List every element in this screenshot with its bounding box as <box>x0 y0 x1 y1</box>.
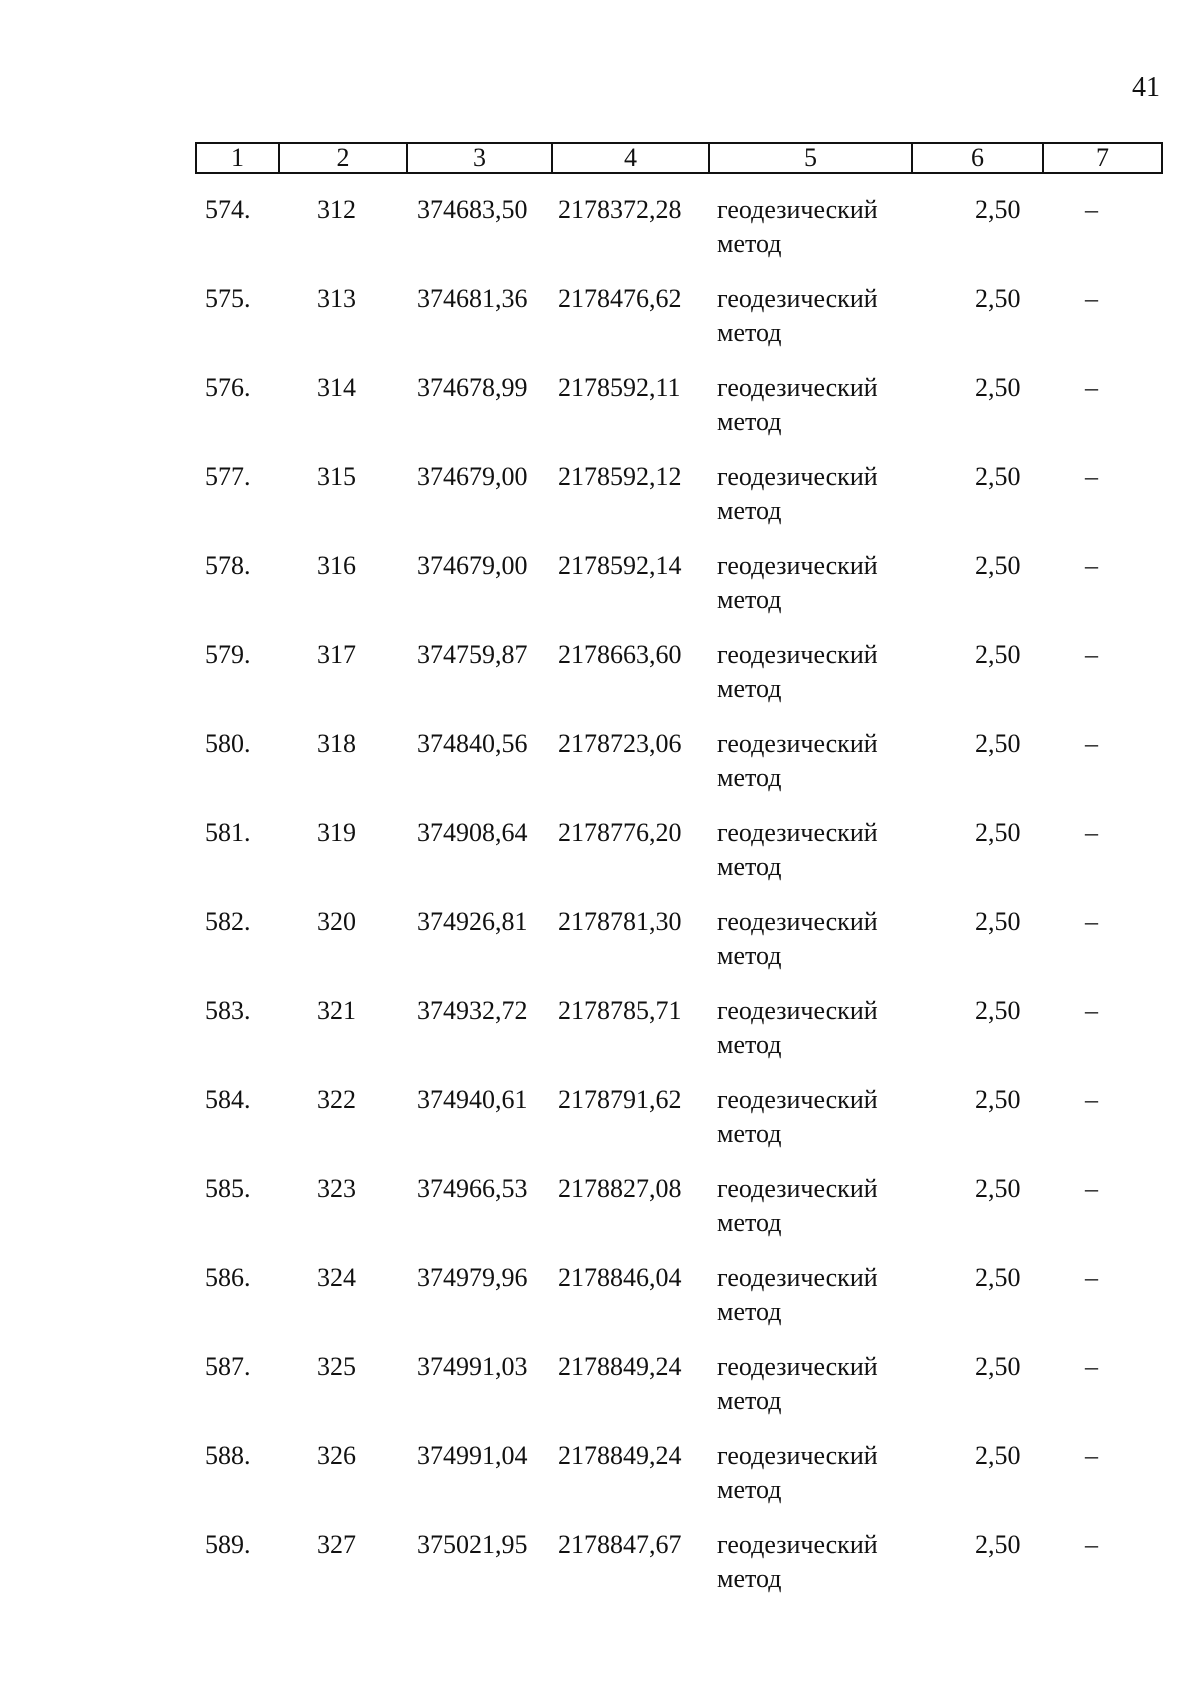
method-line: метод <box>717 407 782 436</box>
method-line: метод <box>717 1475 782 1504</box>
point-number: 312 <box>317 195 356 224</box>
coordinate-x: 374840,56 <box>417 729 528 758</box>
coordinate-x: 374679,00 <box>417 462 528 491</box>
note-value: – <box>1085 462 1098 491</box>
note-value: – <box>1085 729 1098 758</box>
table-row <box>195 994 1163 1083</box>
method-line: геодезический <box>717 729 878 758</box>
accuracy-value: 2,50 <box>975 729 1021 758</box>
coordinate-y: 2178723,06 <box>558 729 682 758</box>
method-line: геодезический <box>717 1085 878 1114</box>
method-line: геодезический <box>717 907 878 936</box>
row-number: 576. <box>205 373 251 402</box>
table-row <box>195 1172 1163 1261</box>
coordinate-y: 2178592,11 <box>558 373 681 402</box>
note-value: – <box>1085 907 1098 936</box>
header-cell-1: 1 <box>197 144 280 172</box>
method-line: геодезический <box>717 1174 878 1203</box>
coordinate-y: 2178849,24 <box>558 1352 682 1381</box>
accuracy-value: 2,50 <box>975 1263 1021 1292</box>
point-number: 318 <box>317 729 356 758</box>
method-description <box>717 638 878 706</box>
point-number: 313 <box>317 284 356 313</box>
point-number: 320 <box>317 907 356 936</box>
note-value: – <box>1085 373 1098 402</box>
coordinate-y: 2178592,14 <box>558 551 682 580</box>
method-description <box>717 1172 878 1240</box>
point-number: 322 <box>317 1085 356 1114</box>
coordinate-y: 2178791,62 <box>558 1085 682 1114</box>
accuracy-value: 2,50 <box>975 1174 1021 1203</box>
point-number: 325 <box>317 1352 356 1381</box>
method-description <box>717 1528 878 1596</box>
point-number: 319 <box>317 818 356 847</box>
table-row <box>195 905 1163 994</box>
method-description <box>717 727 878 795</box>
method-line: метод <box>717 318 782 347</box>
method-line: метод <box>717 1386 782 1415</box>
method-line: метод <box>717 1030 782 1059</box>
accuracy-value: 2,50 <box>975 195 1021 224</box>
table-row <box>195 1528 1163 1617</box>
table-row <box>195 549 1163 638</box>
accuracy-value: 2,50 <box>975 818 1021 847</box>
method-line: метод <box>717 496 782 525</box>
method-line: метод <box>717 585 782 614</box>
point-number: 316 <box>317 551 356 580</box>
point-number: 317 <box>317 640 356 669</box>
header-cell-4: 4 <box>553 144 710 172</box>
method-line: геодезический <box>717 1263 878 1292</box>
coordinate-y: 2178476,62 <box>558 284 682 313</box>
note-value: – <box>1085 818 1098 847</box>
method-line: геодезический <box>717 1530 878 1559</box>
row-number: 577. <box>205 462 251 491</box>
method-description <box>717 905 878 973</box>
method-description <box>717 994 878 1062</box>
method-line: метод <box>717 941 782 970</box>
coordinate-y: 2178849,24 <box>558 1441 682 1470</box>
note-value: – <box>1085 1352 1098 1381</box>
method-line: геодезический <box>717 1441 878 1470</box>
note-value: – <box>1085 996 1098 1025</box>
header-cell-2: 2 <box>280 144 408 172</box>
method-line: геодезический <box>717 818 878 847</box>
method-description <box>717 460 878 528</box>
table-row <box>195 816 1163 905</box>
coordinate-y: 2178781,30 <box>558 907 682 936</box>
coordinate-y: 2178663,60 <box>558 640 682 669</box>
row-number: 587. <box>205 1352 251 1381</box>
note-value: – <box>1085 1263 1098 1292</box>
method-line: геодезический <box>717 640 878 669</box>
row-number: 579. <box>205 640 251 669</box>
table-row <box>195 371 1163 460</box>
table-row <box>195 1439 1163 1528</box>
method-description <box>717 193 878 261</box>
point-number: 315 <box>317 462 356 491</box>
accuracy-value: 2,50 <box>975 996 1021 1025</box>
method-line: геодезический <box>717 462 878 491</box>
coordinate-x: 374681,36 <box>417 284 528 313</box>
table-header <box>195 142 1163 174</box>
coordinate-y: 2178785,71 <box>558 996 682 1025</box>
row-number: 575. <box>205 284 251 313</box>
coordinate-x: 374940,61 <box>417 1085 528 1114</box>
method-line: геодезический <box>717 195 878 224</box>
accuracy-value: 2,50 <box>975 551 1021 580</box>
accuracy-value: 2,50 <box>975 1441 1021 1470</box>
row-number: 578. <box>205 551 251 580</box>
accuracy-value: 2,50 <box>975 1352 1021 1381</box>
page-number: 41 <box>1132 72 1160 103</box>
row-number: 589. <box>205 1530 251 1559</box>
accuracy-value: 2,50 <box>975 373 1021 402</box>
coordinate-x: 374979,96 <box>417 1263 528 1292</box>
coordinate-x: 375021,95 <box>417 1530 528 1559</box>
note-value: – <box>1085 551 1098 580</box>
table-row <box>195 638 1163 727</box>
point-number: 314 <box>317 373 356 402</box>
table-row <box>195 1350 1163 1439</box>
method-line: метод <box>717 674 782 703</box>
method-line: метод <box>717 229 782 258</box>
coordinate-x: 374966,53 <box>417 1174 528 1203</box>
table-row <box>195 1083 1163 1172</box>
row-number: 586. <box>205 1263 251 1292</box>
method-line: геодезический <box>717 373 878 402</box>
note-value: – <box>1085 1530 1098 1559</box>
accuracy-value: 2,50 <box>975 1085 1021 1114</box>
accuracy-value: 2,50 <box>975 640 1021 669</box>
row-number: 574. <box>205 195 251 224</box>
coordinate-x: 374908,64 <box>417 818 528 847</box>
row-number: 580. <box>205 729 251 758</box>
coordinate-x: 374679,00 <box>417 551 528 580</box>
table-row <box>195 282 1163 371</box>
accuracy-value: 2,50 <box>975 1530 1021 1559</box>
point-number: 323 <box>317 1174 356 1203</box>
row-number: 584. <box>205 1085 251 1114</box>
note-value: – <box>1085 195 1098 224</box>
method-line: геодезический <box>717 1352 878 1381</box>
table-row <box>195 460 1163 549</box>
method-line: метод <box>717 1119 782 1148</box>
coordinate-x: 374991,03 <box>417 1352 528 1381</box>
note-value: – <box>1085 284 1098 313</box>
method-description <box>717 1083 878 1151</box>
row-number: 585. <box>205 1174 251 1203</box>
coordinate-x: 374683,50 <box>417 195 528 224</box>
row-number: 582. <box>205 907 251 936</box>
point-number: 324 <box>317 1263 356 1292</box>
header-cell-5: 5 <box>710 144 913 172</box>
coordinate-y: 2178776,20 <box>558 818 682 847</box>
method-description <box>717 371 878 439</box>
coordinate-y: 2178846,04 <box>558 1263 682 1292</box>
method-line: геодезический <box>717 996 878 1025</box>
header-cell-7: 7 <box>1096 143 1109 172</box>
note-value: – <box>1085 640 1098 669</box>
accuracy-value: 2,50 <box>975 907 1021 936</box>
coordinate-y: 2178827,08 <box>558 1174 682 1203</box>
coordinate-y: 2178592,12 <box>558 462 682 491</box>
method-description <box>717 282 878 350</box>
method-description <box>717 816 878 884</box>
point-number: 326 <box>317 1441 356 1470</box>
method-line: геодезический <box>717 284 878 313</box>
point-number: 327 <box>317 1530 356 1559</box>
coordinate-y: 2178372,28 <box>558 195 682 224</box>
method-line: геодезический <box>717 551 878 580</box>
accuracy-value: 2,50 <box>975 462 1021 491</box>
method-line: метод <box>717 1208 782 1237</box>
row-number: 588. <box>205 1441 251 1470</box>
method-description <box>717 1439 878 1507</box>
table-row <box>195 1261 1163 1350</box>
method-line: метод <box>717 763 782 792</box>
header-cell-6: 6 <box>913 144 1044 172</box>
note-value: – <box>1085 1085 1098 1114</box>
coordinate-x: 374678,99 <box>417 373 528 402</box>
row-number: 583. <box>205 996 251 1025</box>
method-line: метод <box>717 852 782 881</box>
row-number: 581. <box>205 818 251 847</box>
note-value: – <box>1085 1174 1098 1203</box>
method-description <box>717 1350 878 1418</box>
header-cell-3: 3 <box>408 144 553 172</box>
note-value: – <box>1085 1441 1098 1470</box>
coordinate-x: 374991,04 <box>417 1441 528 1470</box>
method-line: метод <box>717 1297 782 1326</box>
table-body <box>195 193 1163 1617</box>
coordinate-x: 374759,87 <box>417 640 528 669</box>
method-description <box>717 1261 878 1329</box>
table-row <box>195 193 1163 282</box>
point-number: 321 <box>317 996 356 1025</box>
accuracy-value: 2,50 <box>975 284 1021 313</box>
coordinate-y: 2178847,67 <box>558 1530 682 1559</box>
method-line: метод <box>717 1564 782 1593</box>
table-row <box>195 727 1163 816</box>
coordinate-x: 374926,81 <box>417 907 528 936</box>
method-description <box>717 549 878 617</box>
coordinate-x: 374932,72 <box>417 996 528 1025</box>
